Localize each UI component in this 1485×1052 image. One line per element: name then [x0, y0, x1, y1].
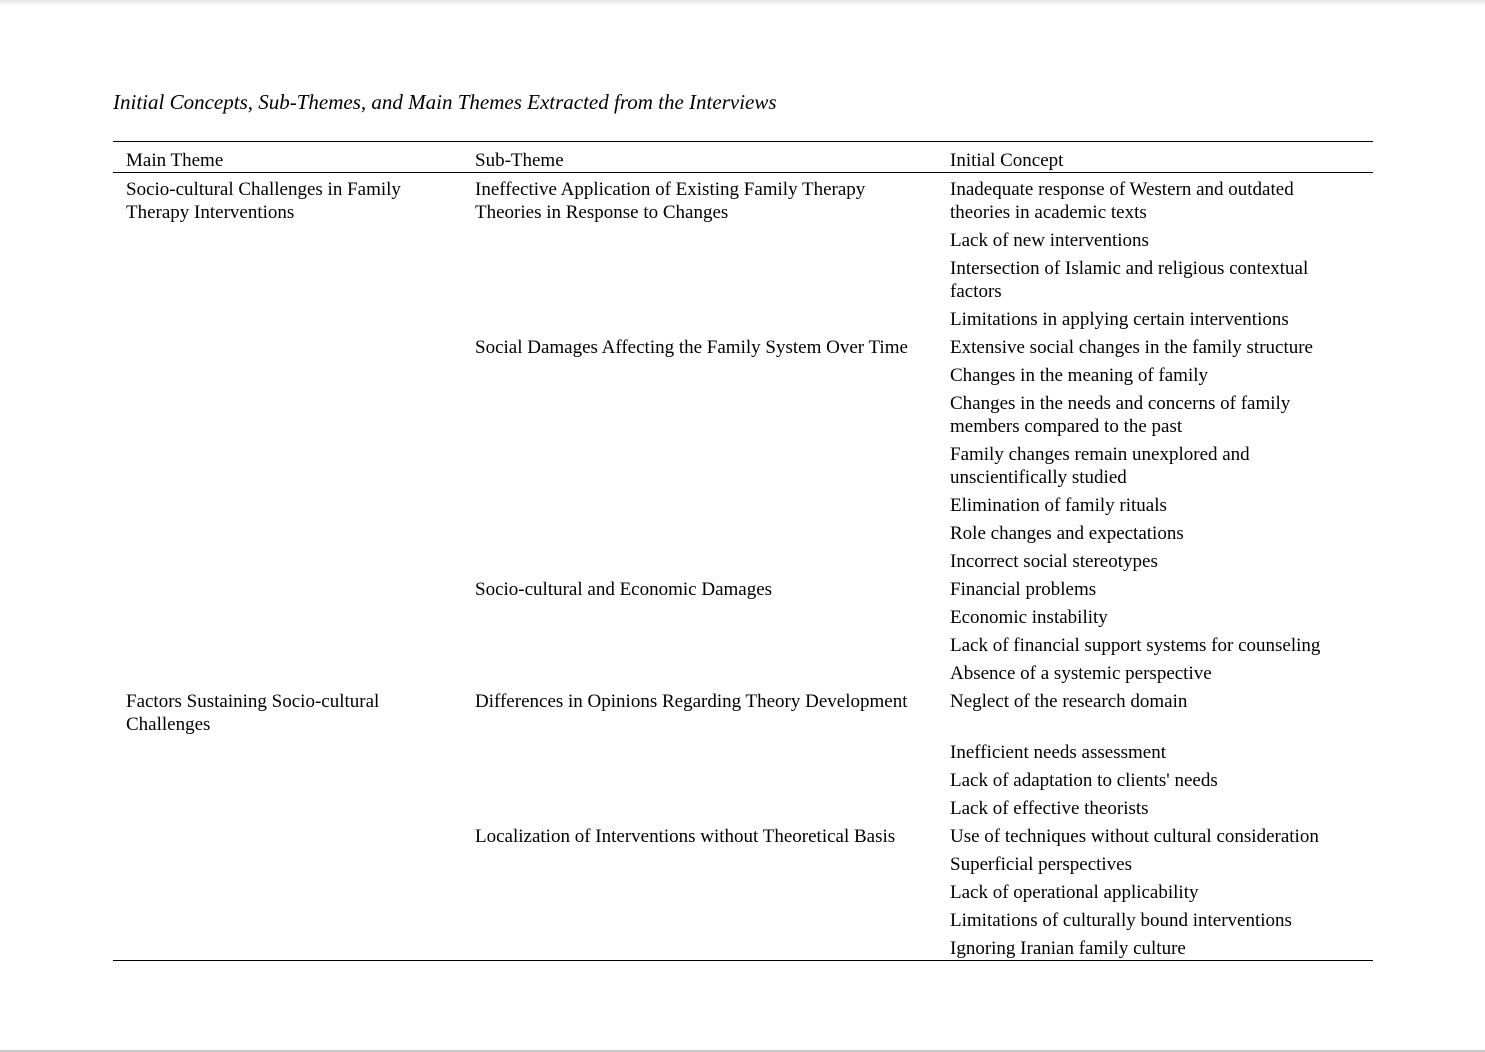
main-theme-cell — [113, 545, 462, 573]
main-theme-cell — [113, 573, 462, 601]
sub-theme-cell — [462, 792, 937, 820]
initial-concept-cell: Changes in the meaning of family — [950, 365, 1209, 386]
initial-concept-cell: Intersection of Islamic and religious contextual factors — [950, 258, 1309, 302]
sub-theme-cell — [462, 904, 937, 932]
sub-theme-cell — [462, 848, 937, 876]
initial-concept-cell: Inefficient needs assessment — [950, 742, 1166, 763]
table-row — [113, 932, 1373, 961]
page-top-shadow — [0, 0, 1485, 6]
initial-concept-cell: Neglect of the research domain — [950, 691, 1188, 712]
main-theme-cell — [113, 489, 462, 517]
initial-concept-cell: Lack of financial support systems for counseling — [950, 635, 1321, 656]
sub-theme-cell — [462, 932, 937, 961]
table-row — [113, 224, 1373, 252]
table-row — [113, 601, 1373, 629]
sub-theme-cell — [462, 876, 937, 904]
table-header — [113, 142, 1373, 173]
main-theme-cell — [113, 359, 462, 387]
table-row — [113, 573, 1373, 601]
initial-concept-cell: Extensive social changes in the family structure — [950, 337, 1313, 358]
sub-theme-cell — [462, 359, 937, 387]
initial-concept-cell: Limitations in applying certain interventions — [950, 309, 1289, 330]
table-row — [113, 848, 1373, 876]
initial-concept-cell: Lack of effective theorists — [950, 798, 1149, 819]
sub-theme-cell — [462, 657, 937, 685]
sub-theme-cell — [462, 224, 937, 252]
main-theme-cell — [113, 438, 462, 489]
main-theme-cell — [113, 848, 462, 876]
table-row — [113, 792, 1373, 820]
sub-theme-cell: Social Damages Affecting the Family System Over Time — [475, 337, 908, 358]
initial-concept-cell: Use of techniques without cultural consideration — [950, 826, 1319, 847]
main-theme-cell — [113, 629, 462, 657]
main-theme-cell: Factors Sustaining Socio-cultural Challenges — [126, 691, 380, 735]
table-row — [113, 876, 1373, 904]
main-theme-cell — [113, 820, 462, 848]
initial-concept-cell: Lack of operational applicability — [950, 882, 1199, 903]
main-theme-cell — [113, 601, 462, 629]
sub-theme-cell — [462, 438, 937, 489]
table-row — [113, 303, 1373, 331]
initial-concept-cell: Incorrect social stereotypes — [950, 551, 1158, 572]
table-row — [113, 438, 1373, 489]
main-theme-cell — [113, 303, 462, 331]
main-theme-cell — [113, 764, 462, 792]
sub-theme-cell — [462, 387, 937, 438]
initial-concept-cell: Inadequate response of Western and outdated theories in academic texts — [950, 179, 1294, 223]
main-theme-cell — [113, 224, 462, 252]
initial-concept-cell: Role changes and expectations — [950, 523, 1184, 544]
table-row — [113, 629, 1373, 657]
sub-theme-cell: Socio-cultural and Economic Damages — [475, 579, 773, 600]
main-theme-cell — [113, 331, 462, 359]
main-theme-cell — [113, 517, 462, 545]
table-row — [113, 387, 1373, 438]
initial-concept-cell: Limitations of culturally bound interventions — [950, 910, 1292, 931]
initial-concept-cell: Financial problems — [950, 579, 1097, 600]
initial-concept-cell: Changes in the needs and concerns of family members compared to the past — [950, 393, 1291, 437]
themes-table — [113, 141, 1373, 961]
table-row — [113, 820, 1373, 848]
initial-concept-cell: Lack of adaptation to clients' needs — [950, 770, 1218, 791]
main-theme-cell: Socio-cultural Challenges in Family Therapy Interventions — [126, 179, 401, 223]
initial-concept-cell: Ignoring Iranian family culture — [950, 938, 1186, 959]
table-row — [113, 173, 1373, 225]
main-theme-cell — [113, 657, 462, 685]
table-row — [113, 736, 1373, 764]
initial-concept-cell: Economic instability — [950, 607, 1108, 628]
table-row — [113, 489, 1373, 517]
main-theme-cell — [113, 387, 462, 438]
table-row — [113, 764, 1373, 792]
sub-theme-cell: Differences in Opinions Regarding Theory Development — [475, 691, 908, 712]
sub-theme-cell — [462, 764, 937, 792]
main-theme-cell — [113, 876, 462, 904]
main-theme-cell — [113, 252, 462, 303]
table-row — [113, 517, 1373, 545]
header-main-theme: Main Theme — [126, 150, 224, 171]
main-theme-cell — [113, 932, 462, 961]
sub-theme-cell — [462, 601, 937, 629]
initial-concept-cell: Absence of a systemic perspective — [950, 663, 1212, 684]
initial-concept-cell: Elimination of family rituals — [950, 495, 1167, 516]
initial-concept-cell: Superficial perspectives — [950, 854, 1133, 875]
sub-theme-cell — [462, 517, 937, 545]
main-theme-cell — [113, 736, 462, 764]
initial-concept-cell: Family changes remain unexplored and unscientifically studied — [950, 444, 1250, 488]
sub-theme-cell: Ineffective Application of Existing Family Therapy Theories in Response to Changes — [475, 179, 866, 223]
table-caption: Initial Concepts, Sub-Themes, and Main Themes Extracted from the Interviews — [113, 90, 777, 114]
sub-theme-cell — [462, 629, 937, 657]
header-initial-concept: Initial Concept — [950, 150, 1064, 171]
table-row — [113, 657, 1373, 685]
header-sub-theme: Sub-Theme — [475, 150, 564, 171]
sub-theme-cell — [462, 303, 937, 331]
table-body — [113, 173, 1373, 961]
main-theme-cell — [113, 792, 462, 820]
table-row — [113, 904, 1373, 932]
sub-theme-cell — [462, 545, 937, 573]
table-row — [113, 331, 1373, 359]
table-row — [113, 359, 1373, 387]
table-row — [113, 252, 1373, 303]
sub-theme-cell — [462, 489, 937, 517]
table-row — [113, 685, 1373, 736]
table-row — [113, 545, 1373, 573]
sub-theme-cell — [462, 252, 937, 303]
initial-concept-cell: Lack of new interventions — [950, 230, 1149, 251]
sub-theme-cell: Localization of Interventions without Theoretical Basis — [475, 826, 896, 847]
sub-theme-cell — [462, 736, 937, 764]
main-theme-cell — [113, 904, 462, 932]
header-row — [113, 142, 1373, 173]
